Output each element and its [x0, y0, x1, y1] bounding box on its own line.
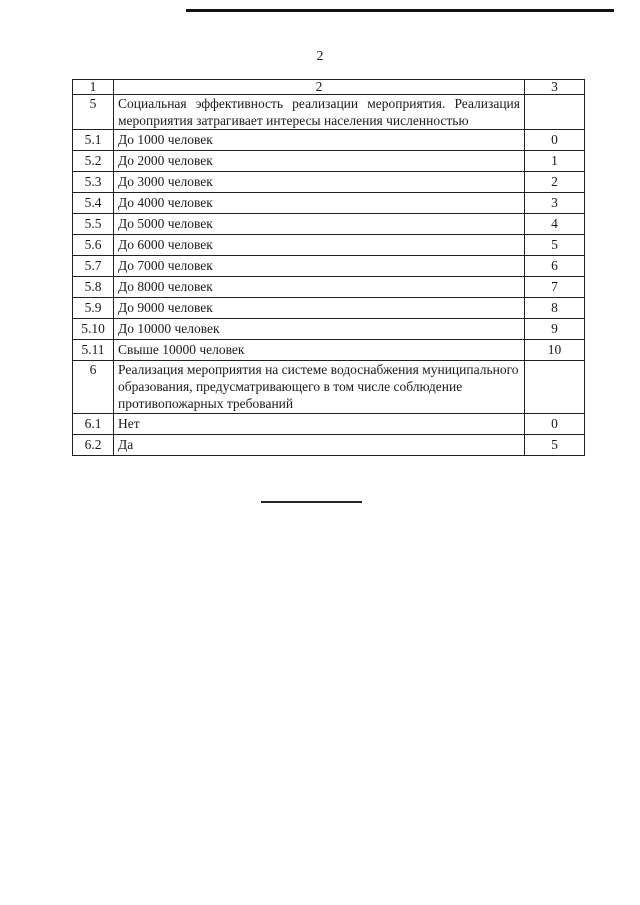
row-number: 5.1 [73, 130, 114, 151]
row-number: 5.2 [73, 151, 114, 172]
table-row [73, 298, 585, 319]
table-row [73, 256, 585, 277]
row-number: 5.4 [73, 193, 114, 214]
top-rule [186, 9, 614, 12]
row-number: 6.1 [73, 414, 114, 435]
table-row [73, 340, 585, 361]
row-number: 5.7 [73, 256, 114, 277]
column-header-2: 2 [114, 80, 525, 95]
section-row-6 [73, 361, 585, 414]
row-number: 5.10 [73, 319, 114, 340]
table-row [73, 235, 585, 256]
row-score: 4 [525, 214, 585, 235]
row-description: До 10000 человек [114, 319, 525, 340]
row-number: 5.3 [73, 172, 114, 193]
row-score: 7 [525, 277, 585, 298]
row-score: 3 [525, 193, 585, 214]
column-header-3: 3 [525, 80, 585, 95]
row-score: 9 [525, 319, 585, 340]
table-row [73, 277, 585, 298]
closing-rule [261, 501, 362, 503]
row-description: До 8000 человек [114, 277, 525, 298]
row-number: 6.2 [73, 435, 114, 456]
table-row [73, 435, 585, 456]
row-number: 5.8 [73, 277, 114, 298]
row-number: 5.6 [73, 235, 114, 256]
section-row-5 [73, 95, 585, 130]
row-description: До 9000 человек [114, 298, 525, 319]
row-description: Нет [114, 414, 525, 435]
row-description: До 1000 человек [114, 130, 525, 151]
row-score: 5 [525, 435, 585, 456]
criteria-table [72, 79, 585, 456]
row-number: 5 [73, 95, 114, 130]
row-description: До 3000 человек [114, 172, 525, 193]
row-number: 5.11 [73, 340, 114, 361]
row-score [525, 361, 585, 414]
row-score: 0 [525, 130, 585, 151]
row-description: До 7000 человек [114, 256, 525, 277]
table-row [73, 151, 585, 172]
row-score [525, 95, 585, 130]
page-number: 2 [316, 49, 324, 64]
row-number: 6 [73, 361, 114, 414]
table-header-row [73, 80, 585, 95]
row-description: До 6000 человек [114, 235, 525, 256]
table-row [73, 319, 585, 340]
row-score: 2 [525, 172, 585, 193]
row-score: 5 [525, 235, 585, 256]
row-score: 0 [525, 414, 585, 435]
row-description: До 5000 человек [114, 214, 525, 235]
row-description: Да [114, 435, 525, 456]
row-description: До 4000 человек [114, 193, 525, 214]
table-row [73, 193, 585, 214]
row-score: 10 [525, 340, 585, 361]
table-row [73, 414, 585, 435]
row-number: 5.5 [73, 214, 114, 235]
row-score: 1 [525, 151, 585, 172]
row-score: 6 [525, 256, 585, 277]
table-row [73, 172, 585, 193]
row-description: Социальная эффективность реализации мероприятия. Реализация мероприятия затрагивает интересы населения численностью [114, 95, 525, 130]
row-description: Свыше 10000 человек [114, 340, 525, 361]
row-description: До 2000 человек [114, 151, 525, 172]
row-description: Реализация мероприятия на системе водоснабжения муниципального образования, предусматривающего в том числе соблюдение противопожарных требований [114, 361, 525, 414]
table-row [73, 130, 585, 151]
row-score: 8 [525, 298, 585, 319]
row-number: 5.9 [73, 298, 114, 319]
column-header-1: 1 [73, 80, 114, 95]
table-row [73, 214, 585, 235]
